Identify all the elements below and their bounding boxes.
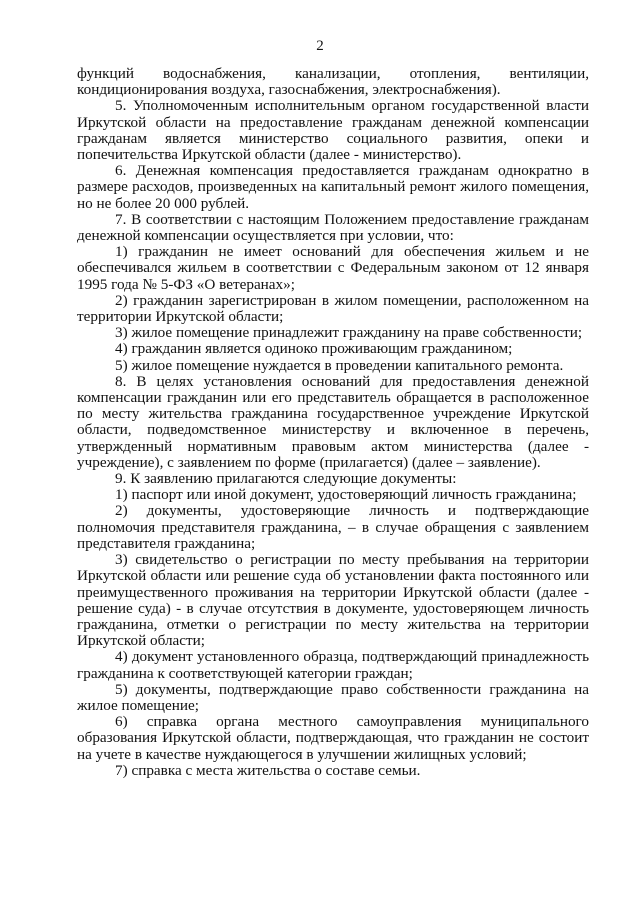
paragraph: 9. К заявлению прилагаются следующие документы: xyxy=(115,470,457,488)
document-body xyxy=(77,66,589,779)
paragraph: 6) справка органа местного самоуправления муниципального образования Иркутской области, подтверждающая, что гражданин не состоит на учете в качестве нуждающегося в улучшении жилищных условий; xyxy=(77,713,589,763)
page-number: 2 xyxy=(316,38,324,54)
paragraph: 2) гражданин зарегистрирован в жилом помещении, расположенном на территории Иркутской области; xyxy=(77,291,589,326)
paragraph: функций водоснабжения, канализации, отопления, вентиляции, кондиционирования воздуха, газоснабжения, электроснабжения). xyxy=(77,65,589,99)
paragraph: 5) документы, подтверждающие право собственности гражданина на жилое помещение; xyxy=(77,680,589,714)
paragraph: 7. В соответствии с настоящим Положением предоставление гражданам денежной компенсации осуществляется при условии, что: xyxy=(77,210,589,245)
paragraph: 1) паспорт или иной документ, удостоверяющий личность гражданина; xyxy=(115,486,577,504)
paragraph: 8. В целях установления оснований для предоставления денежной компенсации гражданин или его представитель обращается в расположенное по месту жительства гражданина государственное учреждение Иркутской области, подведомственное министерству и включенное в перечень, утвержденный нормативным правовым актом министерства (далее - учреждение), с заявлением по форме (прилагается) (далее – заявление). xyxy=(77,372,589,471)
paragraph: 5. Уполномоченным исполнительным органом государственной власти Иркутской области на предоставление гражданам денежной компенсации гражданам является министерство социального развития, опеки и попечительства Иркутской области (далее - министерство). xyxy=(77,97,589,164)
paragraph: 3) свидетельство о регистрации по месту пребывания на территории Иркутской области или решение суда об установлении факта постоянного или преимущественного проживания на территории Иркутской области (далее - решение суда) - в случае отсутствия в документе, удостоверяющем личность гражданина, отметки о регистрации по месту жительства на территории Иркутской области; xyxy=(77,551,589,650)
paragraph: 4) гражданин является одиноко проживающим гражданином; xyxy=(115,340,513,358)
paragraph: 4) документ установленного образца, подтверждающий принадлежность гражданина к соответствующей категории граждан; xyxy=(77,648,589,682)
paragraph: 3) жилое помещение принадлежит гражданину на праве собственности; xyxy=(115,324,583,342)
paragraph: 6. Денежная компенсация предоставляется гражданам однократно в размере расходов, произведенных на капитальный ремонт жилого помещения, но не более 20 000 рублей. xyxy=(77,162,589,212)
paragraph: 5) жилое помещение нуждается в проведении капитального ремонта. xyxy=(115,356,564,374)
paragraph: 1) гражданин не имеет оснований для обеспечения жильем и не обеспечивался жильем в соответствии с Федеральным законом от 12 января 1995 года № 5-ФЗ «О ветеранах»; xyxy=(77,243,589,293)
paragraph: 2) документы, удостоверяющие личность и подтверждающие полномочия представителя гражданина, – в случае обращения с заявлением представителя гражданина; xyxy=(77,502,589,552)
paragraph: 7) справка с места жительства о составе семьи. xyxy=(115,761,421,779)
